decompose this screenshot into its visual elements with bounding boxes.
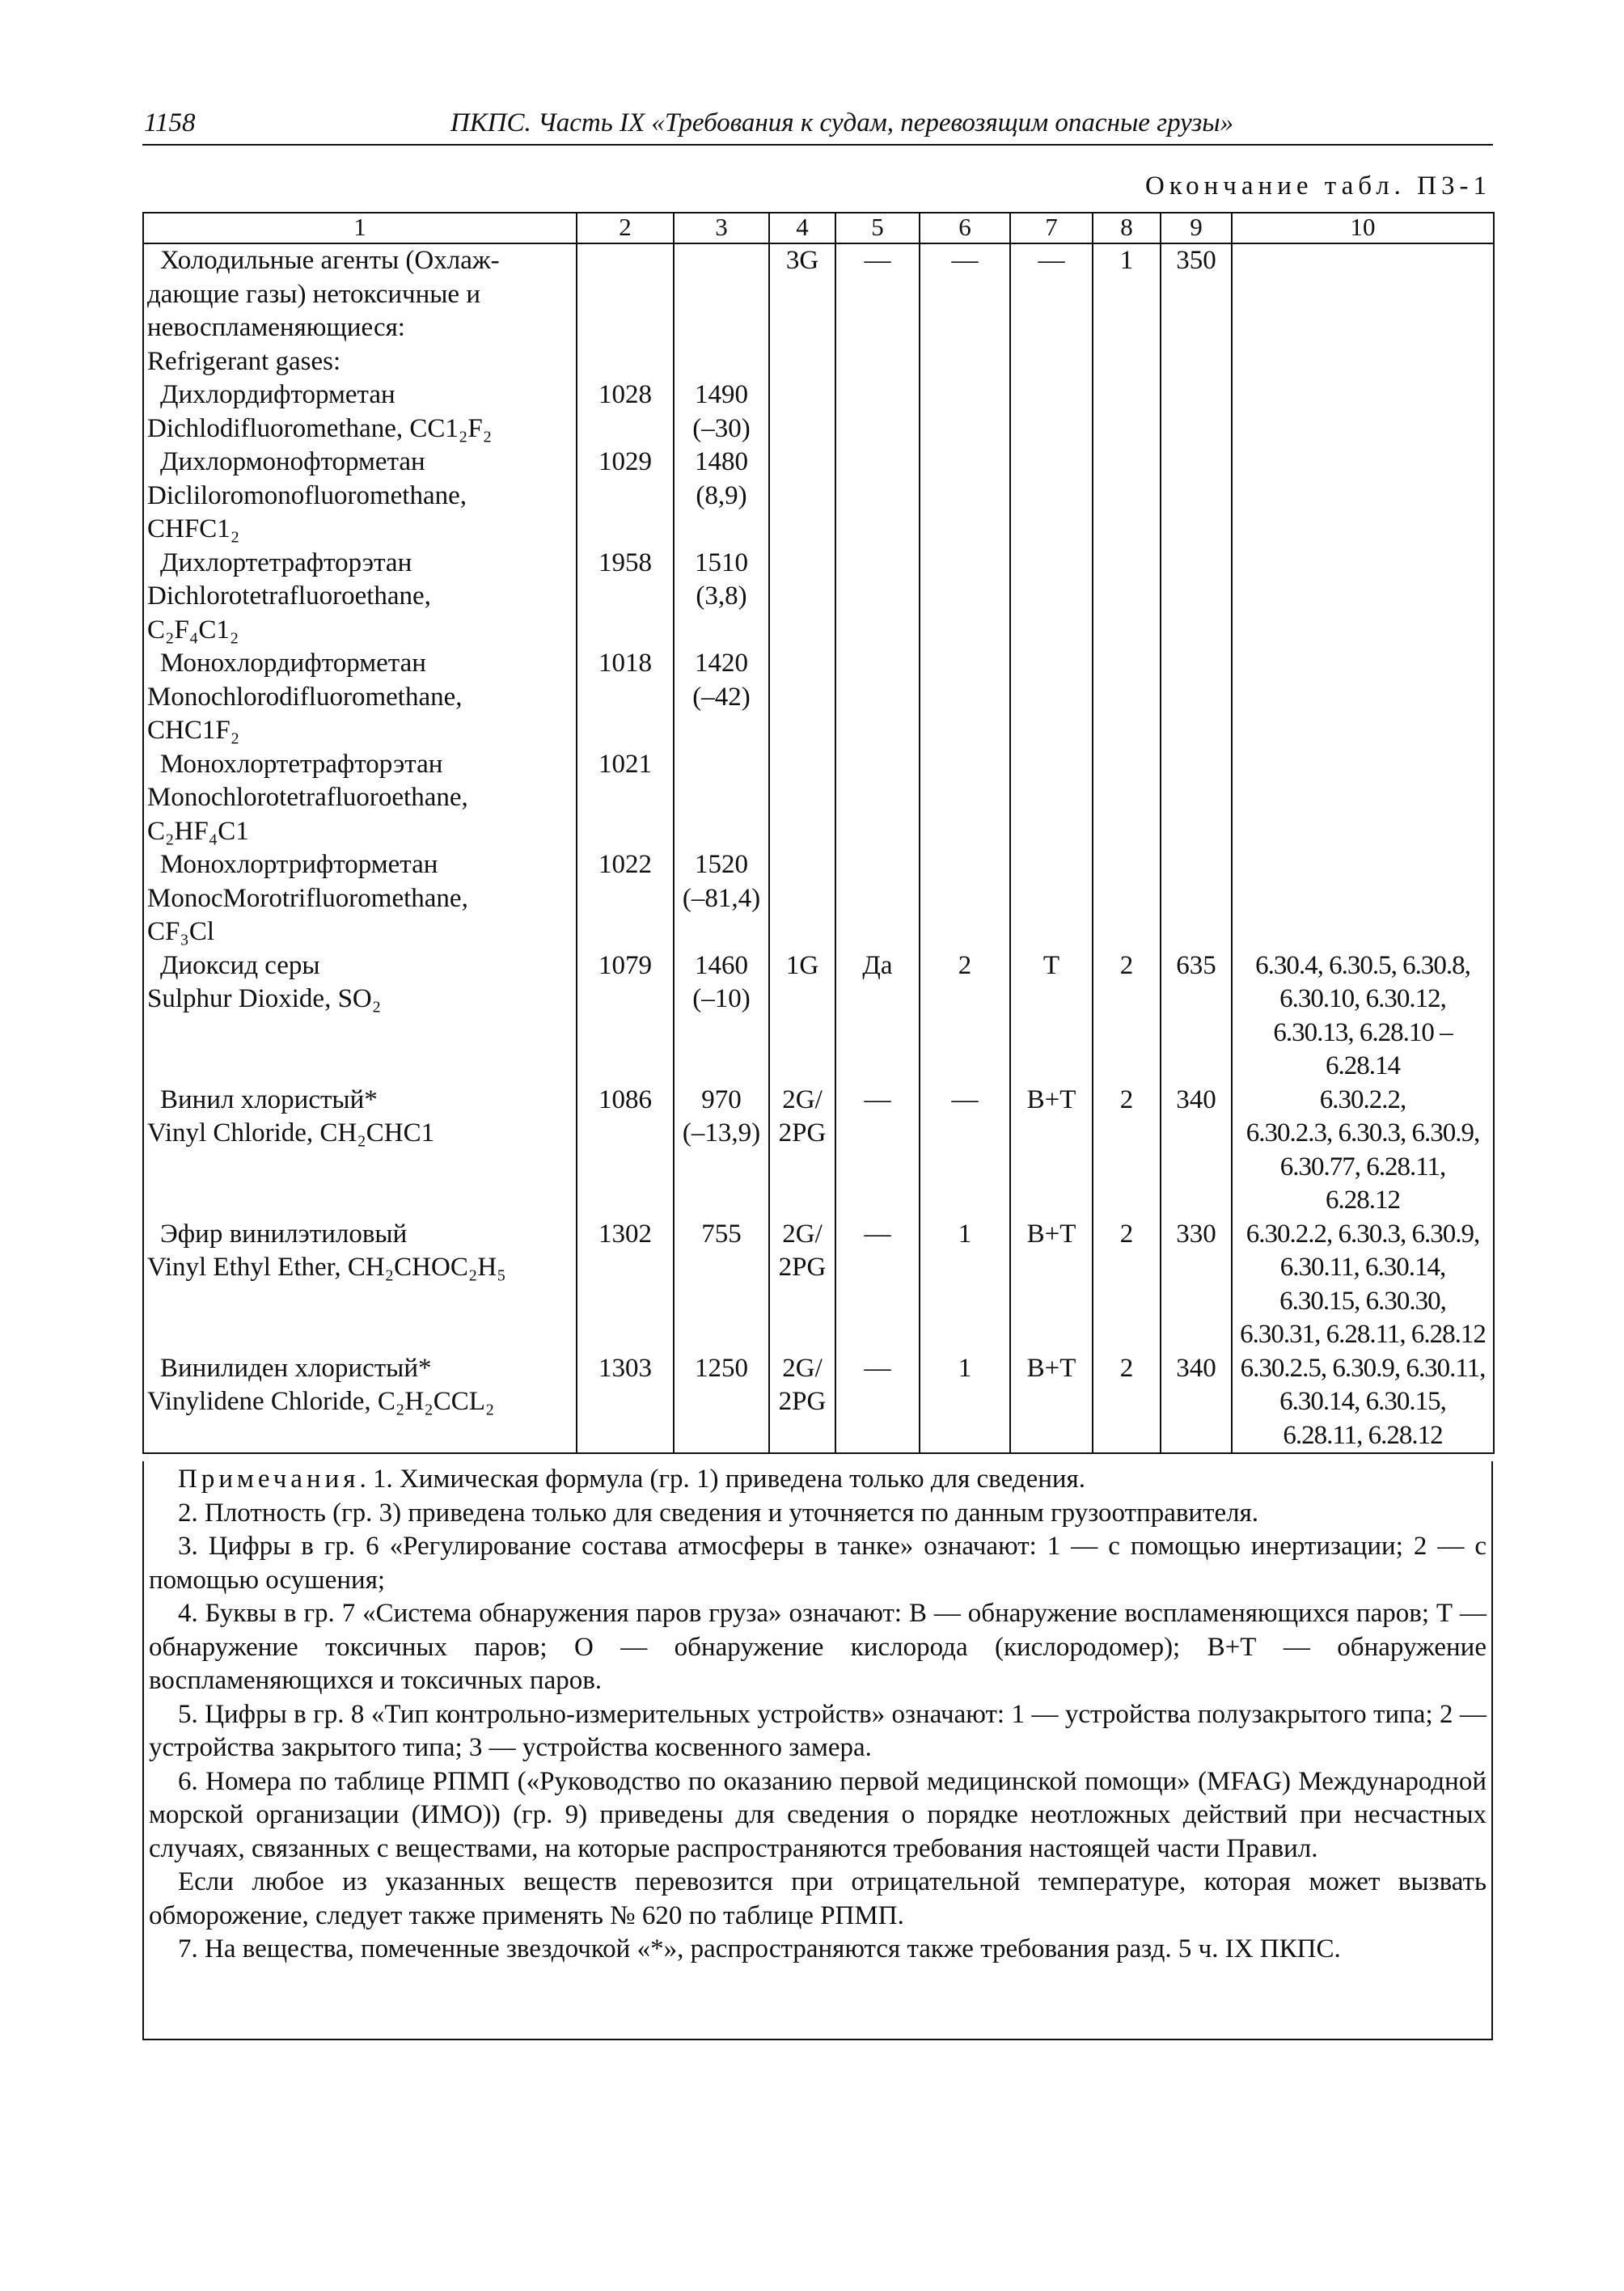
substance-name-cell <box>143 647 577 748</box>
cell-line: — <box>864 246 891 275</box>
column-8-cell <box>1093 1352 1161 1454</box>
note-2: 2. Плотность (гр. 3) приведена только для сведения и уточняется по данным грузоотправителя. <box>178 1498 1259 1528</box>
column-5-cell <box>835 446 920 547</box>
column-10-cell <box>1232 949 1494 1084</box>
column-number: 3 <box>674 213 769 243</box>
column-7-cell <box>1010 647 1093 748</box>
column-2-cell <box>577 949 674 1084</box>
column-9-cell <box>1161 378 1232 446</box>
column-3-cell <box>674 1218 769 1352</box>
cell-line: 2 <box>1119 1084 1134 1114</box>
cell-line: 330 <box>1176 1219 1216 1249</box>
column-9-cell <box>1161 848 1232 949</box>
cell-line: Дихлортетрафторэтан <box>160 547 412 577</box>
column-5-cell <box>835 1352 920 1454</box>
column-8-cell <box>1093 647 1161 748</box>
column-2-cell <box>577 647 674 748</box>
column-number: 4 <box>769 213 835 243</box>
cell-line: Monochlorotetrafluoroethane, <box>147 783 468 812</box>
cell-line: Dichlorotetrafluoroethane, <box>147 581 431 611</box>
cell-line: (–42) <box>692 682 751 712</box>
cell-line: 6.30.13, 6.28.10 – <box>1273 1017 1453 1047</box>
column-7-cell <box>1010 748 1093 849</box>
column-4-cell <box>769 949 835 1084</box>
page-header <box>142 104 1493 146</box>
column-8-cell <box>1093 848 1161 949</box>
column-5-cell <box>835 748 920 849</box>
column-9-cell <box>1161 1218 1232 1352</box>
column-2-cell <box>577 547 674 648</box>
cell-line: 1086 <box>598 1084 652 1114</box>
cell-line: Vinyl Chloride, CH₂CHC1 <box>147 1118 435 1148</box>
column-6-cell <box>920 378 1010 446</box>
column-5-cell <box>835 848 920 949</box>
cell-line: 6.30.2.3, 6.30.3, 6.30.9, <box>1245 1118 1480 1148</box>
table-row <box>143 1218 1494 1352</box>
cell-line: Sulphur Dioxide, SO₂ <box>147 984 382 1013</box>
cell-line: Холодильные агенты (Охлаж- <box>160 246 500 275</box>
cell-line: 1021 <box>598 749 652 779</box>
column-8-cell <box>1093 446 1161 547</box>
cell-line: 6.30.2.2, 6.30.3, 6.30.9, <box>1245 1219 1480 1249</box>
table-row <box>143 949 1494 1084</box>
column-10-cell <box>1232 1218 1494 1352</box>
column-7-cell <box>1010 1084 1093 1218</box>
column-9-cell <box>1161 1352 1232 1454</box>
cell-line: — <box>864 1219 891 1249</box>
cell-line: 1520 <box>695 850 748 879</box>
column-5-cell <box>835 243 920 378</box>
cell-line <box>147 1184 573 1218</box>
column-4-cell <box>769 547 835 648</box>
column-9-cell <box>1161 949 1232 1084</box>
cell-line: 2G/ <box>782 1219 823 1249</box>
column-3-cell <box>674 378 769 446</box>
cell-line: 2PG <box>778 1253 827 1282</box>
cell-line: 6.30.11, 6.30.14, <box>1279 1253 1446 1282</box>
running-title: ПКПС. Часть IX «Требования к судам, перевозящим опасные грузы» <box>450 108 1234 137</box>
cell-line: Дихлормонофторметан <box>160 447 425 476</box>
note-3: 3. Цифры в гр. 6 «Регулирование состава атмосферы в танке» означают: 1 — с помощью инертизации; 2 — с помощью осушения; <box>149 1532 1487 1595</box>
column-4-cell <box>769 1218 835 1352</box>
column-7-cell <box>1010 949 1093 1084</box>
cell-line: 6.30.15, 6.30.30, <box>1279 1286 1446 1316</box>
cell-line: Монохлортрифторметан <box>160 850 438 879</box>
column-number: 6 <box>920 213 1010 243</box>
note-6-continued: Если любое из указанных веществ перевозится при отрицательной температуре, которая может вызвать обморожение, следует также применять № 620 по таблице РПМП. <box>149 1867 1487 1930</box>
cell-line <box>147 1050 573 1084</box>
column-10-cell <box>1232 547 1494 648</box>
column-2-cell <box>577 378 674 446</box>
cell-line: CHFC1₂ <box>147 514 240 543</box>
column-3-cell <box>674 848 769 949</box>
column-7-cell <box>1010 848 1093 949</box>
cargo-table <box>142 212 1495 1454</box>
column-6-cell <box>920 1218 1010 1352</box>
column-3-cell <box>674 1084 769 1218</box>
cell-line <box>147 1419 573 1453</box>
cell-line: 1302 <box>598 1219 652 1249</box>
cell-line: 1028 <box>598 380 652 409</box>
cell-line: Эфир винилэтиловый <box>160 1219 408 1249</box>
note-1: Примечания. 1. Химическая формула (гр. 1) приведена только для сведения. <box>178 1465 1085 1494</box>
column-4-cell <box>769 378 835 446</box>
cell-line: 1029 <box>598 447 652 476</box>
cell-line: (–81,4) <box>682 883 761 913</box>
cell-line: 755 <box>701 1219 742 1249</box>
column-6-cell <box>920 243 1010 378</box>
column-9-cell <box>1161 1084 1232 1218</box>
column-9-cell <box>1161 547 1232 648</box>
cell-line: 2 <box>958 950 972 980</box>
table-row <box>143 1352 1494 1454</box>
note-5: 5. Цифры в гр. 8 «Тип контрольно-измерительных устройств» означают: 1 — устройства полузакрытого типа; 2 — устройства закрытого типа; 3 — устройства косвенного замера. <box>149 1699 1487 1762</box>
column-4-cell <box>769 848 835 949</box>
column-4-cell <box>769 446 835 547</box>
cell-line: 1022 <box>598 850 652 879</box>
column-4-cell <box>769 647 835 748</box>
column-8-cell <box>1093 1218 1161 1352</box>
column-4-cell <box>769 243 835 378</box>
cell-line: Винил хлористый* <box>160 1084 378 1114</box>
column-10-cell <box>1232 1084 1494 1218</box>
cell-line: — <box>951 246 979 275</box>
column-number: 5 <box>835 213 920 243</box>
column-2-cell <box>577 1352 674 1454</box>
column-4-cell <box>769 748 835 849</box>
column-8-cell <box>1093 949 1161 1084</box>
table-row <box>143 647 1494 748</box>
column-2-cell <box>577 243 674 378</box>
column-8-cell <box>1093 243 1161 378</box>
cell-line: 6.30.10, 6.30.12, <box>1279 984 1446 1013</box>
substance-name-cell <box>143 1084 577 1218</box>
note-7: 7. На вещества, помеченные звездочкой «*», распространяются также требования разд. 5 ч. IX ПКПС. <box>178 1934 1341 1963</box>
column-4-cell <box>769 1352 835 1454</box>
cell-line: 1958 <box>598 547 652 577</box>
cell-line: Monochlorodifluoromethane, <box>147 682 463 712</box>
column-9-cell <box>1161 647 1232 748</box>
table-row <box>143 748 1494 849</box>
column-number-row <box>143 213 1494 243</box>
cell-line: 2 <box>1119 1353 1134 1383</box>
cell-line: Монохлордифторметан <box>160 649 426 678</box>
cell-line: 2 <box>1119 950 1134 980</box>
column-7-cell <box>1010 1218 1093 1352</box>
column-10-cell <box>1232 1352 1494 1454</box>
cell-line: 1 <box>958 1353 972 1383</box>
substance-name-cell <box>143 748 577 849</box>
cell-line: MonocMorotrifluoromethane, <box>147 883 468 913</box>
column-6-cell <box>920 446 1010 547</box>
column-6-cell <box>920 748 1010 849</box>
cell-line: 970 <box>701 1084 742 1114</box>
column-9-cell <box>1161 748 1232 849</box>
column-6-cell <box>920 1084 1010 1218</box>
column-5-cell <box>835 1218 920 1352</box>
cell-line <box>147 1285 573 1319</box>
cell-line: 6.30.4, 6.30.5, 6.30.8, <box>1255 950 1470 980</box>
cell-line: B+T <box>1026 1219 1076 1249</box>
cell-line <box>147 1151 573 1185</box>
cell-line: 635 <box>1176 950 1216 980</box>
cell-line: 2G/ <box>782 1353 823 1383</box>
substance-name-cell <box>143 446 577 547</box>
column-3-cell <box>674 949 769 1084</box>
cell-line: 6.30.77, 6.28.11, <box>1279 1152 1446 1181</box>
cell-line: T <box>1042 950 1060 980</box>
cell-line: 1 <box>958 1219 972 1249</box>
column-6-cell <box>920 848 1010 949</box>
table-row <box>143 1084 1494 1218</box>
cell-line: 6.30.14, 6.30.15, <box>1279 1387 1446 1416</box>
cell-line: Монохлортетрафторэтан <box>160 749 443 779</box>
column-5-cell <box>835 647 920 748</box>
cell-line: 1480 <box>695 447 748 476</box>
cell-line: 6.28.11, 6.28.12 <box>1283 1420 1443 1450</box>
column-5-cell <box>835 949 920 1084</box>
cell-line: — <box>951 1084 979 1114</box>
column-6-cell <box>920 647 1010 748</box>
column-9-cell <box>1161 243 1232 378</box>
cell-line: (–10) <box>692 984 751 1013</box>
page-number: 1158 <box>144 108 196 137</box>
cell-line: B+T <box>1026 1353 1076 1383</box>
column-10-cell <box>1232 848 1494 949</box>
cell-line: C₂HF₄C1 <box>147 816 249 846</box>
note-4: 4. Буквы в гр. 7 «Система обнаружения паров груза» означают: В — обнаружение воспламеняющихся паров; Т — обнаружение токсичных паров; О — обнаружение кислорода (кислородомер); В+Т — обнаружение воспламеняющихся и токсичных паров. <box>149 1599 1487 1695</box>
column-3-cell <box>674 1352 769 1454</box>
substance-name-cell <box>143 378 577 446</box>
column-10-cell <box>1232 243 1494 378</box>
column-3-cell <box>674 647 769 748</box>
column-5-cell <box>835 1084 920 1218</box>
cell-line: B+T <box>1026 1084 1076 1114</box>
cell-line: 6.28.14 <box>1326 1051 1400 1080</box>
column-4-cell <box>769 1084 835 1218</box>
notes-section <box>142 1461 1493 2040</box>
column-number: 7 <box>1010 213 1093 243</box>
column-7-cell <box>1010 1352 1093 1454</box>
column-7-cell <box>1010 446 1093 547</box>
column-2-cell <box>577 446 674 547</box>
table-caption: Окончание табл. П3-1 <box>1144 171 1491 201</box>
column-8-cell <box>1093 378 1161 446</box>
substance-name-cell <box>143 1352 577 1454</box>
cell-line: 2 <box>1119 1219 1134 1249</box>
column-3-cell <box>674 243 769 378</box>
substance-name-cell <box>143 243 577 378</box>
cell-line: Дихлордифторметан <box>160 380 395 409</box>
column-8-cell <box>1093 1084 1161 1218</box>
table-row <box>143 547 1494 648</box>
cell-line: 1460 <box>695 950 748 980</box>
table-row <box>143 243 1494 378</box>
column-5-cell <box>835 378 920 446</box>
column-number: 9 <box>1161 213 1232 243</box>
cell-line: 340 <box>1176 1353 1216 1383</box>
column-7-cell <box>1010 243 1093 378</box>
cell-line: 1490 <box>695 380 748 409</box>
cell-line: (–13,9) <box>682 1118 761 1148</box>
column-8-cell <box>1093 547 1161 648</box>
cell-line: Да <box>862 950 893 980</box>
substance-name-cell <box>143 848 577 949</box>
cell-line: Vinyl Ethyl Ether, CH₂CHOC₂H₅ <box>147 1253 506 1282</box>
cell-line: Refrigerant gases: <box>147 346 341 376</box>
cell-line: дающие газы) нетоксичные и <box>147 279 480 309</box>
column-number: 2 <box>577 213 674 243</box>
cell-line: 6.30.31, 6.28.11, 6.28.12 <box>1240 1320 1486 1349</box>
column-10-cell <box>1232 748 1494 849</box>
cell-line: 1G <box>785 950 819 980</box>
cell-line: C₂F₄C1₂ <box>147 615 239 645</box>
cell-line: 1079 <box>598 950 652 980</box>
cell-line <box>147 1318 573 1352</box>
column-2-cell <box>577 1218 674 1352</box>
note-6: 6. Номера по таблице РПМП («Руководство по оказанию первой медицинской помощи» (MFAG) Международной морской организации (ИМО)) (гр. 9) приведены для сведения о порядке неотложных действий при несчастных случаях, связанных с веществами, на которые распространяются требования настоящей части Правил. <box>149 1766 1487 1863</box>
cell-line: Диоксид серы <box>160 950 320 980</box>
cell-line: 1250 <box>695 1353 748 1383</box>
column-6-cell <box>920 1352 1010 1454</box>
cell-line: — <box>864 1353 891 1383</box>
column-5-cell <box>835 547 920 648</box>
cell-line: (8,9) <box>696 480 747 510</box>
column-3-cell <box>674 446 769 547</box>
substance-name-cell <box>143 949 577 1084</box>
cell-line: — <box>1038 246 1065 275</box>
cell-line: CHC1F₂ <box>147 716 240 745</box>
column-2-cell <box>577 848 674 949</box>
cell-line: 2PG <box>778 1118 827 1148</box>
cell-line: 1 <box>1119 246 1134 275</box>
table-row <box>143 848 1494 949</box>
cell-line: 6.28.12 <box>1326 1186 1400 1215</box>
column-number: 8 <box>1093 213 1161 243</box>
cell-line: 350 <box>1176 246 1216 275</box>
column-2-cell <box>577 748 674 849</box>
cell-line: 3G <box>785 246 819 275</box>
column-10-cell <box>1232 378 1494 446</box>
cell-line: 2PG <box>778 1387 827 1416</box>
column-6-cell <box>920 949 1010 1084</box>
cell-line: 1303 <box>598 1353 652 1383</box>
column-6-cell <box>920 547 1010 648</box>
cell-line: 1510 <box>695 547 748 577</box>
column-10-cell <box>1232 446 1494 547</box>
column-7-cell <box>1010 378 1093 446</box>
table-row <box>143 446 1494 547</box>
column-9-cell <box>1161 446 1232 547</box>
column-10-cell <box>1232 647 1494 748</box>
column-7-cell <box>1010 547 1093 648</box>
notes-heading: Примечания <box>178 1465 360 1494</box>
cell-line: Dicliloromonofluoromethane, <box>147 480 467 510</box>
column-3-cell <box>674 748 769 849</box>
cell-line: 340 <box>1176 1084 1216 1114</box>
cell-line: 1420 <box>695 649 748 678</box>
column-number: 10 <box>1232 213 1494 243</box>
cell-line: 6.30.2.2, <box>1319 1084 1406 1114</box>
column-number: 1 <box>143 213 577 243</box>
column-2-cell <box>577 1084 674 1218</box>
cell-line: 2G/ <box>782 1084 823 1114</box>
column-8-cell <box>1093 748 1161 849</box>
cell-line: — <box>864 1084 891 1114</box>
cell-line: (3,8) <box>696 581 747 611</box>
cell-line: Винилиден хлористый* <box>160 1353 432 1383</box>
cell-line <box>147 1017 573 1050</box>
cell-line: CF₃Cl <box>147 917 215 946</box>
table-row <box>143 378 1494 446</box>
cell-line: Vinylidene Chloride, C₂H₂CCL₂ <box>147 1387 495 1416</box>
cell-line: 1018 <box>598 649 652 678</box>
cell-line: 6.30.2.5, 6.30.9, 6.30.11, <box>1240 1353 1486 1383</box>
cell-line: Dichlodifluoromethane, CC1₂F₂ <box>147 413 493 443</box>
cell-line: невоспламеняющиеся: <box>147 313 405 342</box>
substance-name-cell <box>143 1218 577 1352</box>
substance-name-cell <box>143 547 577 648</box>
column-3-cell <box>674 547 769 648</box>
cell-line: (–30) <box>692 413 751 443</box>
